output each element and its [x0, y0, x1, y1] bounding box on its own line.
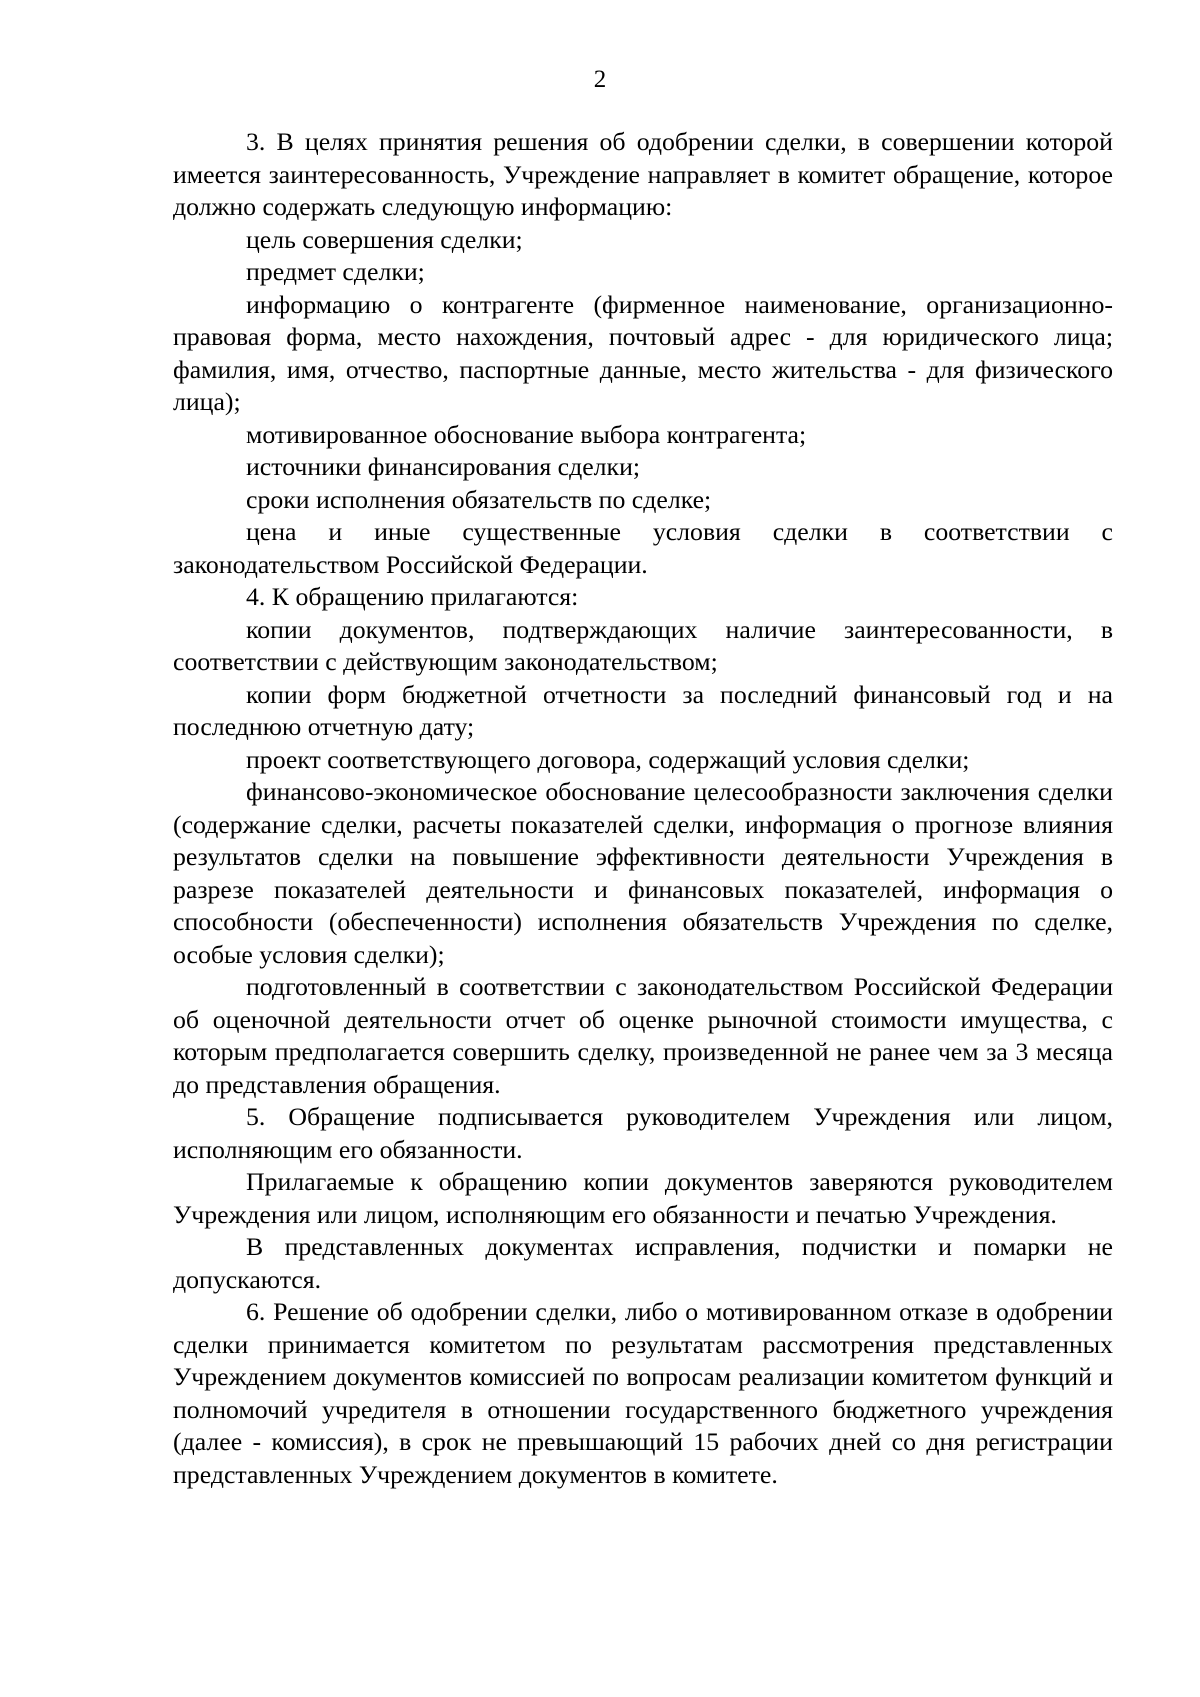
list-item-interest-docs: копии документов, подтверждающих наличие заинтересованности, в соответствии с действующим законодательством;: [173, 614, 1113, 676]
list-item-economic-justification: финансово-экономическое обоснование целесообразности заключения сделки (содержание сделки, расчеты показателей сделки, информация о прогнозе влияния результатов сделки на повышение эффективности деятельности Учреждения в разрезе показателей деятельности и финансовых показателей, информация о способности (обеспеченности) исполнения обязательств Учреждения по сделке, особые условия сделки);: [173, 777, 1113, 969]
list-item-counterparty: информацию о контрагенте (фирменное наименование, организационно-правовая форма, место нахождения, почтовый адрес - для юридического лица; фамилия, имя, отчество, паспортные данные, место жительства - для физического лица);: [173, 289, 1113, 416]
list-item-price: цена и иные существенные условия сделки в соответствии с законодательством Российской Федерации.: [173, 517, 1113, 579]
list-item-subject: предмет сделки;: [246, 257, 425, 286]
list-item-budget-reports: копии форм бюджетной отчетности за последний финансовый год и на последнюю отчетную дату;: [173, 679, 1113, 741]
list-item-deadlines: сроки исполнения обязательств по сделке;: [246, 484, 712, 514]
paragraph-5-corrections: В представленных документах исправления, подчистки и помарки не допускаются.: [173, 1232, 1113, 1294]
paragraph-5: 5. Обращение подписывается руководителем Учреждения или лицом, исполняющим его обязанности.: [173, 1102, 1113, 1164]
paragraph-6: 6. Решение об одобрении сделки, либо о мотивированном отказе в одобрении сделки принимается комитетом по результатам рассмотрения представленных Учреждением документов комиссией по вопросам реализации комитетом функций и полномочий учредителя в отношении государственного бюджетного учреждения (далее - комиссия), в срок не превышающий 15 рабочих дней со дня регистрации представленных Учреждением документов в комитете.: [173, 1297, 1113, 1489]
list-item-justification: мотивированное обоснование выбора контрагента;: [246, 419, 807, 449]
list-item-valuation-report: подготовленный в соответствии с законодательством Российской Федерации об оценочной деятельности отчет об оценке рыночной стоимости имущества, с которым предполагается совершить сделку, произведенной не ранее чем за 3 месяца до представления обращения.: [173, 972, 1113, 1099]
document-body: [173, 126, 1113, 1491]
page-number: 2: [593, 66, 607, 93]
list-item-funding: источники финансирования сделки;: [246, 452, 641, 481]
paragraph-5-certification: Прилагаемые к обращению копии документов заверяются руководителем Учреждения или лицом, исполняющим его обязанности и печатью Учреждения.: [173, 1167, 1113, 1229]
paragraph-4-intro: 4. К обращению прилагаются:: [246, 582, 579, 611]
list-item-draft-contract: проект соответствующего договора, содержащий условия сделки;: [246, 744, 970, 774]
list-item-purpose: цель совершения сделки;: [246, 224, 523, 254]
paragraph-3-intro: 3. В целях принятия решения об одобрении сделки, в совершении которой имеется заинтересованность, Учреждение направляет в комитет обращение, которое должно содержать следующую информацию:: [173, 127, 1113, 221]
